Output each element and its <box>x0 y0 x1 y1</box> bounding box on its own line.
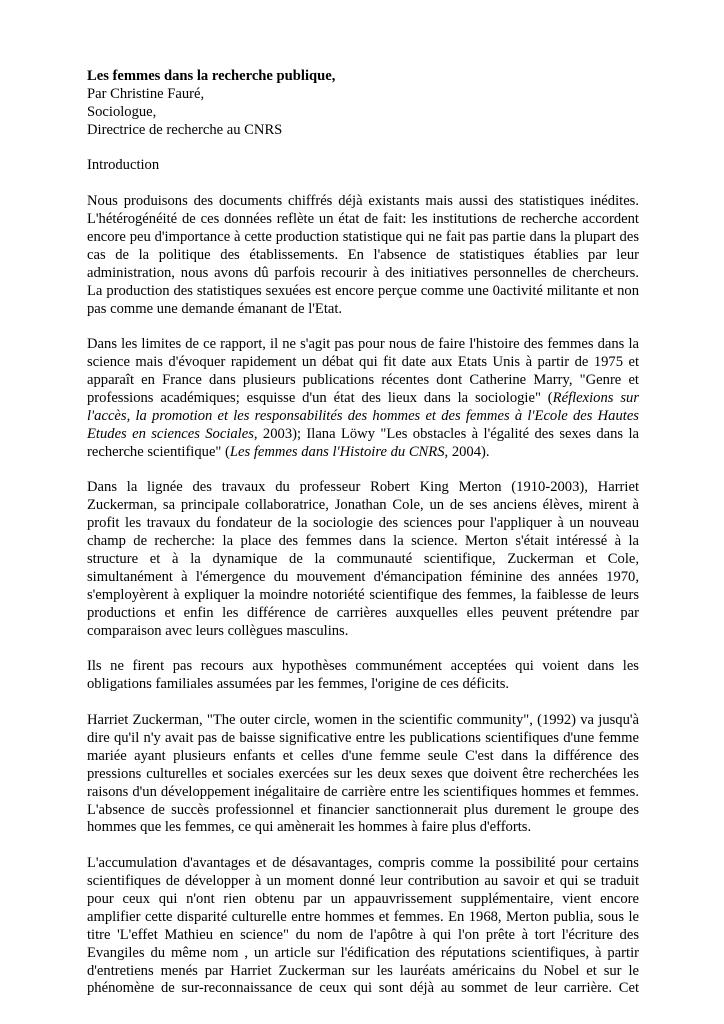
paragraph <box>87 712 639 837</box>
text-line <box>87 408 639 426</box>
text-line <box>87 909 639 927</box>
text-line <box>87 873 639 891</box>
text-run: L'hétérogénéité de ces données reflète un état de fait: les institutions de recherche accordent <box>87 211 639 228</box>
text-line <box>87 730 639 748</box>
text-line <box>87 819 639 837</box>
text-run: Evangiles du même nom , un article sur l'édification des réputations scientifiques, à partir <box>87 944 639 961</box>
text-line <box>87 497 639 515</box>
text-run: Dans les limites de ce rapport, il ne s'agit pas pour nous de faire l'histoire des femmes dans la <box>87 336 639 353</box>
text-run: pressions culturelles et sociales exercées sur les deux sexes que doivent être recherchées les <box>87 765 639 782</box>
text-run: La production des statistiques sexuées est encore perçue comme une 0activité militante et non <box>87 282 639 299</box>
paragraph <box>87 479 639 640</box>
spacer <box>87 641 639 659</box>
text-run: dire qu'il n'y avait pas de baisse significative entre les publications scientifiques d'une femme <box>87 729 639 746</box>
text-run: , 2004). <box>444 443 490 460</box>
text-run: comparaison avec leurs collègues masculins. <box>87 622 349 639</box>
text-line <box>87 712 639 730</box>
text-line <box>87 587 639 605</box>
spacer <box>87 318 639 336</box>
text-line <box>87 784 639 802</box>
text-run: Dans la lignée des travaux du professeur Robert King Merton (1910-2003), Harriet <box>87 479 639 496</box>
text-run: raisons d'un développement inégalitaire de carrière entre les scientifiques hommes et femmes. <box>87 783 639 800</box>
text-run: mariée ayant plusieurs enfants et celles d'une femme seule C'est dans la différence des <box>87 747 639 764</box>
paragraph <box>87 658 639 694</box>
text-run: L'absence de succès professionnel et financier sanctionnerait plus durement le groupe des <box>87 801 639 818</box>
paragraph <box>87 855 639 998</box>
text-line <box>87 551 639 569</box>
text-line <box>87 265 639 283</box>
paragraph <box>87 336 639 461</box>
author-line: Par Christine Fauré, <box>87 85 205 102</box>
text-line <box>87 945 639 963</box>
text-line <box>87 211 639 229</box>
text-run: Nous produisons des documents chiffrés déjà existants mais aussi des statistiques inédites. <box>87 193 639 210</box>
author-role: Sociologue, <box>87 103 157 120</box>
document-page <box>87 68 639 998</box>
text-line <box>87 605 639 623</box>
italic-citation: Etudes en sciences Sociales <box>87 425 254 442</box>
text-line <box>87 229 639 247</box>
text-line <box>87 980 639 998</box>
italic-citation: l'accès, la promotion et les responsabilités des hommes et des femmes à l'Ecole des Hautes <box>87 407 639 424</box>
text-line <box>87 569 639 587</box>
text-line <box>87 193 639 211</box>
text-run: profit les travaux du fondateur de la sociologie des sciences pour l'appliquer à un nouveau <box>87 515 639 532</box>
text-run: professions académiques; esquisse d'un état des lieux dans la sociologie" ( <box>87 390 553 407</box>
text-run: apparaît en France dans plusieurs publications récentes dont Catherine Marry, "Genre et <box>87 372 639 389</box>
document-title: Les femmes dans la recherche publique, <box>87 68 336 84</box>
text-run: recherche scientifique" ( <box>87 443 230 460</box>
text-line <box>87 963 639 981</box>
text-run: cas de la politique des établissements. En l'absence de statistiques établies par leur <box>87 246 639 263</box>
text-line <box>87 336 639 354</box>
text-line <box>87 533 639 551</box>
spacer <box>87 837 639 855</box>
text-line <box>87 444 639 462</box>
text-run: s'employèrent à expliquer la moindre notoriété scientifique des femmes, la faiblesse de leurs <box>87 586 639 603</box>
text-line <box>87 676 639 694</box>
text-run: obligations familiales assumées par les femmes, l'origine de ces déficits. <box>87 676 510 693</box>
text-line <box>87 802 639 820</box>
text-run: phénomène de sur-reconnaissance de ceux qui sont déjà au sommet de leur carrière. Cet <box>87 980 639 997</box>
text-line <box>87 891 639 909</box>
text-run: encore peu d'importance à cette production statistique qui ne fait pas partie dans la plupart des <box>87 229 639 246</box>
text-run: pour ceux qui n'ont rien obtenu par un appauvrissement supplémentaire, vient encore <box>87 890 639 907</box>
text-run: Zuckerman, sa principale collaboratrice, Jonathan Cole, un de ses anciens élèves, mirent à <box>87 497 639 514</box>
paragraph <box>87 193 639 318</box>
section-heading: Introduction <box>87 157 160 174</box>
author-position: Directrice de recherche au CNRS <box>87 121 283 138</box>
spacer <box>87 694 639 712</box>
text-run: , 2003); Ilana Löwy "Les obstacles à l'égalité des sexes dans la <box>253 425 639 442</box>
body-text <box>87 193 639 998</box>
text-run: champ de recherche: la place des femmes dans la science. Merton s'était intéressé à la <box>87 533 639 550</box>
text-run: amplifier cette disparité culturelle entre hommes et femmes. En 1968, Merton publia, sous le <box>87 908 639 925</box>
text-line <box>87 426 639 444</box>
text-line <box>87 283 639 301</box>
text-line <box>87 354 639 372</box>
spacer <box>87 175 639 193</box>
text-run: scientifiques de développer à un moment donné leur contribution au savoir et qui se traduit <box>87 873 639 890</box>
text-line <box>87 766 639 784</box>
spacer <box>87 140 639 158</box>
text-line <box>87 623 639 641</box>
text-line <box>87 479 639 497</box>
text-run: simultanément à l'émergence du mouvement d'émancipation féminine des années 1970, <box>87 568 639 585</box>
text-run: d'entretiens menés par Harriet Zuckerman sur les lauréats américains du Nobel et sur le <box>87 962 639 979</box>
text-run: L'accumulation d'avantages et de désavantages, compris comme la possibilité pour certains <box>87 855 639 872</box>
italic-citation: Réflexions sur <box>552 390 639 407</box>
text-line <box>87 927 639 945</box>
text-line <box>87 748 639 766</box>
text-run: science mais d'évoquer rapidement un débat qui fit date aux Etats Unis à partir de 1975 et <box>87 354 639 371</box>
text-line <box>87 658 639 676</box>
spacer <box>87 462 639 480</box>
text-run: Harriet Zuckerman, "The outer circle, women in the scientific community", (1992) va jusqu'à <box>87 712 639 729</box>
text-line <box>87 855 639 873</box>
text-line <box>87 390 639 408</box>
text-run: pas comme une demande émanant de l'Etat. <box>87 300 343 317</box>
text-run: hommes que les femmes, ce qui amènerait les hommes à faire plus d'efforts. <box>87 819 532 836</box>
text-line <box>87 515 639 533</box>
text-line <box>87 247 639 265</box>
text-line <box>87 372 639 390</box>
text-run: administration, nous avons dû parfois recourir à des initiatives personnelles de chercheurs. <box>87 264 639 281</box>
italic-citation: Les femmes dans l'Histoire du CNRS <box>229 443 445 460</box>
text-line <box>87 301 639 319</box>
text-run: titre 'L'effet Mathieu en science" du nom de l'apôtre à qui l'on prête à tort l'écriture des <box>87 926 639 943</box>
text-run: structure et à la dynamique de la communauté scientifique, Zuckerman et Cole, <box>87 551 639 568</box>
text-run: Ils ne firent pas recours aux hypothèses communément acceptées qui voient dans les <box>87 658 639 675</box>
text-run: productions et enfin les différence de carrières auxquelles elles peuvent prétendre par <box>87 604 639 621</box>
